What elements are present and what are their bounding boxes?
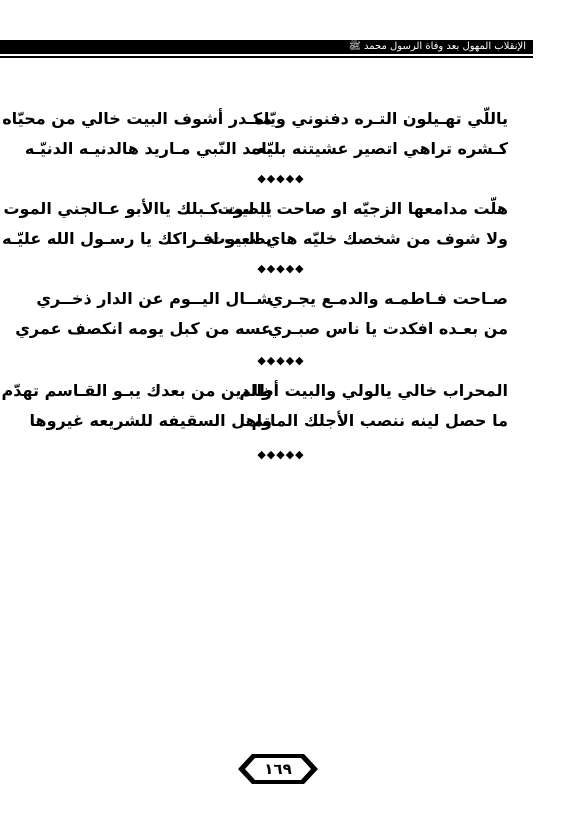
first-hemistich: ولا شوف من شخصك خليّه هاي البيوت [209,229,508,248]
second-hemistich: يا ليت كـبلك ياالأبو عـالجني الموت [3,199,272,218]
first-hemistich: المحراب خالي يالولي والبيت أظلم [239,381,508,400]
verse-line [0,194,562,224]
verse-line [0,284,562,314]
first-hemistich: ما حصل لينه ننصب الأجلك الماتم [251,411,508,430]
second-hemistich: مكـدر أشوف البيت خالي من محيّاه [2,109,272,128]
stanza-separator: ◆◆◆◆◆ [257,448,305,461]
verse-line [0,376,562,406]
verse-line [0,104,562,134]
verse-line [0,314,562,344]
first-hemistich: كـشره تراهي اتصير عشيتنه بليّاه [251,139,508,158]
stanza-separator: ◆◆◆◆◆ [257,262,305,275]
second-hemistich: يصعب افـراكك يا رسـول الله عليّـه [2,229,272,248]
verse-line [0,224,562,254]
second-hemistich: والدين من بعدك يبـو القـاسم تهدّم [1,381,272,400]
stanza-separator: ◆◆◆◆◆ [257,172,305,185]
stanza-separator: ◆◆◆◆◆ [257,354,305,367]
second-hemistich: بعـد النّبي مـاريد هالدنيـه الدنيّـه [24,139,272,158]
page-number: ١٦٩ [264,760,292,778]
second-hemistich: شــال اليــوم عن الدار ذخــري [36,289,272,308]
second-hemistich: عسه من كبل يومه انكصف عمري [15,319,272,338]
header-rule [0,56,533,58]
verse-line [0,406,562,436]
first-hemistich: هلّت مدامعها الزجيّه او صاحت ابصوت [217,199,508,218]
first-hemistich: صـاحت فـاطمـه والدمـع يجـري [268,289,508,308]
second-hemistich: واهل السقيفه للشريعه غيروها [29,411,272,430]
verse-line [0,134,562,164]
first-hemistich: ياللّي تهـيلون التـره دفنوني ويّاه [254,109,508,128]
running-header-title: الإنقلاب المهول بعد وفاة الرسول محمد ﷺ [348,41,526,52]
page-number-ornament [236,752,320,786]
first-hemistich: من بعـده افكدت يا ناس صبـري [267,319,508,338]
